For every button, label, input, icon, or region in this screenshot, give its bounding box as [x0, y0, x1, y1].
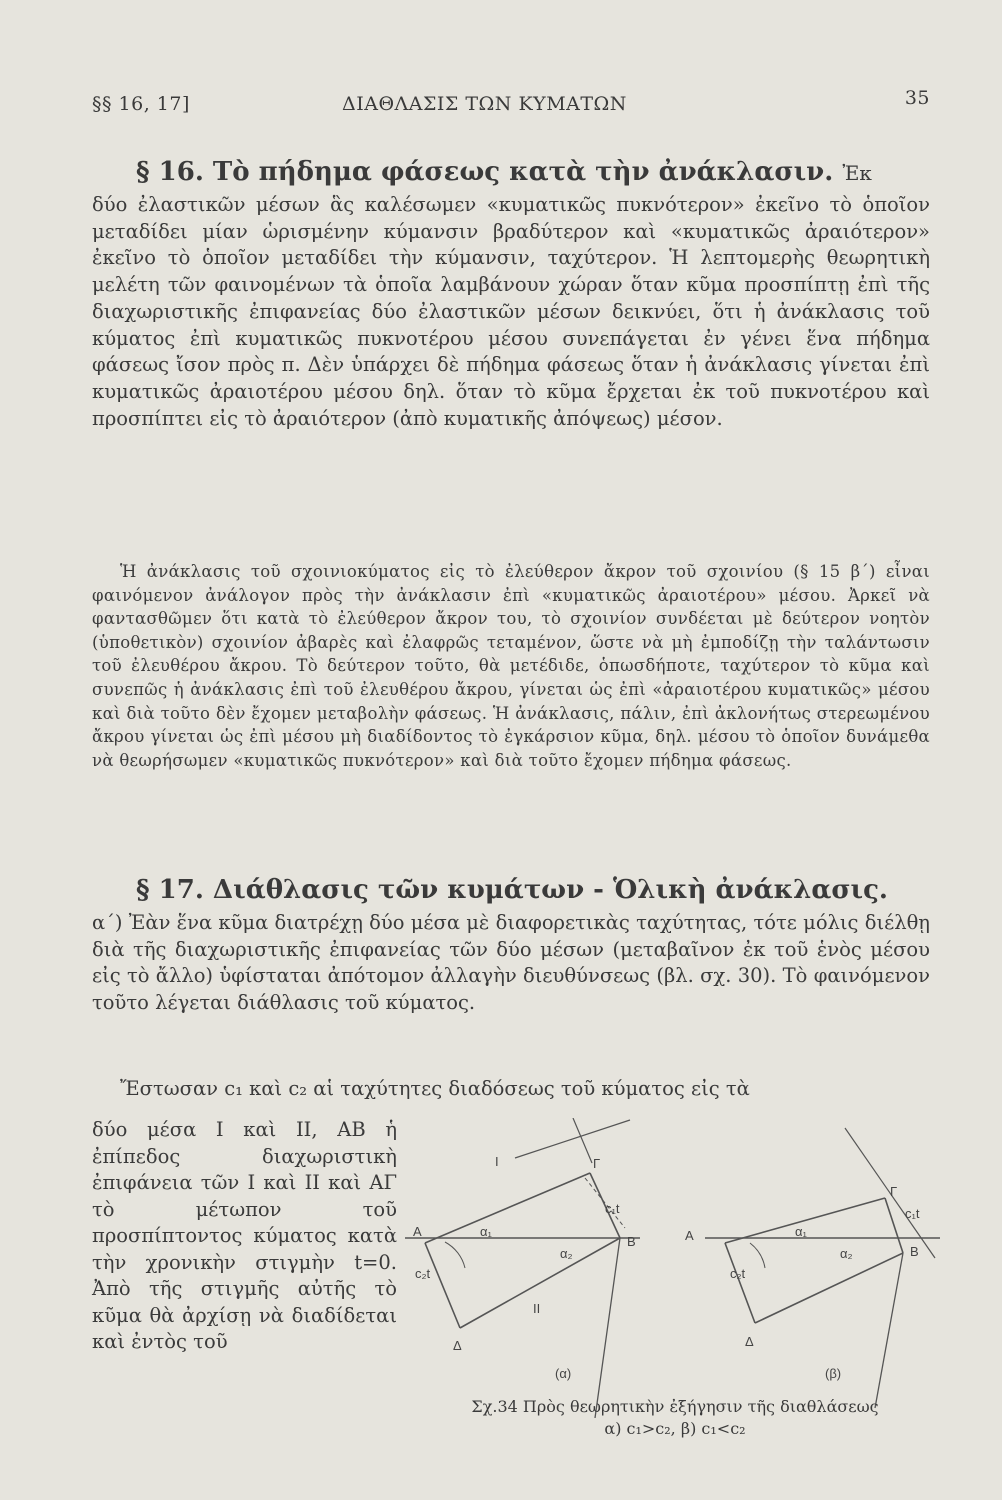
figure-caption: [410, 1396, 940, 1440]
front-DB-right: [755, 1253, 903, 1323]
section-17-paragraph-2-rest: δύο μέσα I καὶ II, AB ἡ ἐπίπεδος διαχωριστικὴ ἐπιφάνεια τῶν I καὶ II καὶ ΑΓ τὸ μέτωπον τοῦ προσπίπτοντος κύματος κατὰ τὴν χρονικὴν στιγμὴν t=0. Ἀπὸ τῆς στιγμῆς αὐτῆς τὸ κῦμα θὰ ἀρχίσῃ νὰ διαδίδεται καὶ ἐντὸς τοῦ: [92, 1118, 397, 1353]
arc-left: [445, 1242, 465, 1268]
outer-line-left-2: [573, 1118, 592, 1163]
label-I-left: I: [495, 1154, 499, 1169]
label-A-right: A: [685, 1228, 694, 1243]
section-16-title: § 16. Τὸ πήδημα φάσεως κατὰ τὴν ἀνάκλασιν.: [136, 157, 834, 187]
label-c1t-right: c₁t: [905, 1206, 920, 1221]
label-a2-right: α₂: [840, 1246, 853, 1261]
section-16-title-tail: Ἐκ: [842, 161, 872, 185]
section-16-paragraph-1: δύο ἐλαστικῶν μέσων ἃς καλέσωμεν «κυματικῶς πυκνότερον» ἐκεῖνο τὸ ὁποῖον μεταδίδει μίαν ὡρισμένην κύμανσιν βραδύτερον καὶ «κυματικῶς ἀραιότερον» ἐκεῖνο τὸ ὁποῖον μεταδίδει τὴν κύμανσιν, ταχύτερον. Ἡ λεπτομερὴς θεωρητικὴ μελέτη τῶν φαινομένων τὰ ὁποῖα λαμβάνουν χώραν ὅταν κῦμα προσπίπτῃ ἐπὶ τῆς διαχωριστικῆς ἐπιφανείας δύο ἐλαστικῶν μέσων δεικνύει, ὅτι ἡ ἀνάκλασις τοῦ κύματος ἐπὶ κυματικῶς πυκνοτέρου μέσου συνεπάγεται ἐν γένει ἕνα πήδημα φάσεως ἴσον πρὸς π. Δὲν ὑπάρχει δὲ πήδημα φάσεως ὅταν ἡ ἀνάκλασις γίνεται ἐπὶ κυματικῶς ἀραιοτέρου μέσου δηλ. ὅταν τὸ κῦμα ἔρχεται ἐκ τοῦ πυκνοτέρου καὶ προσπίπτει εἰς τὸ ἀραιότερον (ἀπὸ κυματικῆς ἀπόψεως) μέσον.: [92, 193, 930, 430]
header-title: ΔΙΑΘΛΑΣΙΣ ΤΩΝ ΚΥΜΑΤΩΝ: [342, 93, 627, 115]
running-header: [92, 87, 930, 123]
figure-caption-line-1: Σχ.34 Πρὸς θεωρητικὴν ἐξήγησιν τῆς διαθλάσεως: [471, 1397, 879, 1416]
ray-A-D-right: [725, 1243, 755, 1323]
label-II-left: II: [533, 1301, 541, 1316]
figure-caption-line-2: α) c₁>c₂, β) c₁<c₂: [604, 1419, 746, 1438]
label-a1-right: α₁: [795, 1224, 807, 1239]
incident-ray-left: [515, 1120, 630, 1158]
section-16-paragraph-2: Ἡ ἀνάκλασις τοῦ σχοινιοκύματος εἰς τὸ ἐλεύθερον ἄκρον τοῦ σχοινίου (§ 15 β΄) εἶναι φαινόμενον ἀνάλογον πρὸς τὴν ἀνάκλασιν ἐπὶ «κυματικῶς ἀραιοτέρου» μέσου. Ἀρκεῖ νὰ φαντασθῶμεν ὅτι κατὰ τὸ ἐλεύθερον ἄκρον του, τὸ σχοινίον συνδέεται μὲ δεύτερον νοητὸν (ὑποθετικὸν) σχοινίον ἀβαρὲς καὶ ἐλαφρῶς τεταμένον, ὥστε νὰ μὴ ἐμποδίζῃ τὴν ταλάντωσιν τοῦ ἐλευθέρου ἄκρου. Τὸ δεύτερον τοῦτο, θὰ μετέδιδε, ὁπωσδήποτε, ταχύτερον τὸ κῦμα καὶ συνεπῶς ἡ ἀνάκλασις ἐπὶ τοῦ ἐλευθέρου ἄκρου, γίνεται ὡς ἐπὶ «ἀραιοτέρου κυματικῶς» μέσου καὶ διὰ τοῦτο δὲν ἔχομεν μεταβολὴν φάσεως. Ἡ ἀνάκλασις, πάλιν, ἐπὶ ἀκλονήτως στερεωμένου ἄκρου γίνεται ὡς ἐπὶ μέσου μὴ διαδίδοντος τὸ ἐγκάρσιον κῦμα, δηλ. μέσου τὸ ὁποῖον δυνάμεθα νὰ θεωρήσωμεν «κυματικῶς πυκνότερον» καὶ διὰ τοῦτο ἔχομεν πήδημα φάσεως.: [92, 562, 930, 770]
label-c1t-left: c₁t: [605, 1201, 620, 1216]
outer-line-left-1: [595, 1238, 620, 1418]
outer-line-right-2: [875, 1253, 903, 1408]
ray-G-B-right: [885, 1198, 903, 1253]
ray-A-D-left: [425, 1243, 460, 1328]
label-G-left: Γ: [593, 1156, 601, 1171]
figure-left: [405, 1118, 640, 1418]
label-c2t-left: c₂t: [415, 1266, 431, 1281]
header-section-ref: §§ 16, 17]: [92, 93, 190, 115]
section-17-paragraph-2-start: Ἔστωσαν c₁ καὶ c₂ αἱ ταχύτητες διαδόσεως τοῦ κύματος εἰς τὰ: [120, 1077, 750, 1100]
label-c2t-right: c₂t: [730, 1266, 746, 1281]
arc-right: [750, 1243, 765, 1268]
section-17-paragraph-1: α΄) Ἐὰν ἕνα κῦμα διατρέχῃ δύο μέσα μὲ διαφορετικὰς ταχύτητας, τότε μόλις διέλθῃ διὰ τῆς διαχωριστικῆς ἐπιφανείας τῶν δύο μέσων (μεταβαῖνον ἐκ τοῦ ἑνὸς μέσου εἰς τὸ ἄλλο) ὑφίσταται ἀπότομον ἀλλαγὴν διευθύνσεως (βλ. σχ. 30). Τὸ φαινόμενον τοῦτο λέγεται διάθλασις τοῦ κύματος.: [92, 911, 930, 1015]
label-A-left: A: [413, 1224, 422, 1239]
label-a2-left: α₂: [560, 1246, 573, 1261]
refraction-figure: [395, 1118, 945, 1418]
label-D-left: Δ: [453, 1338, 462, 1353]
label-B-right: B: [910, 1244, 919, 1259]
label-sub-left: (α): [555, 1366, 572, 1381]
front-AG-left: [425, 1173, 590, 1243]
section-16-heading: [136, 156, 976, 189]
label-D-right: Δ: [745, 1334, 754, 1349]
label-B-left: B: [627, 1234, 636, 1249]
label-sub-right: (β): [825, 1366, 842, 1381]
section-17-heading: § 17. Διάθλασις τῶν κυμάτων - Ὁλικὴ ἀνάκλασις.: [136, 875, 888, 905]
page-number: 35: [904, 87, 930, 109]
label-G-right: Γ: [890, 1184, 898, 1199]
label-a1-left: α₁: [480, 1224, 492, 1239]
